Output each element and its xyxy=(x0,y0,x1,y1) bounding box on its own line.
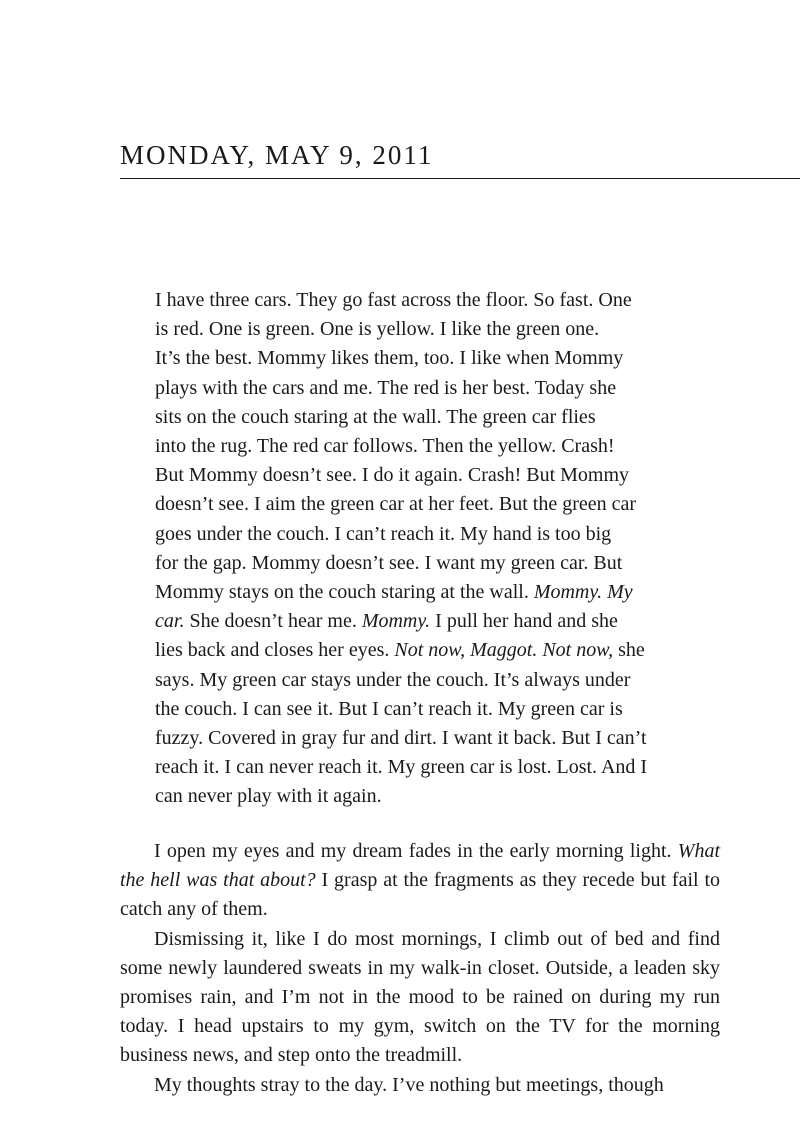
text-run: She doesn’t hear me. xyxy=(184,610,362,633)
chapter-heading: MONDAY, MAY 9, 2011 xyxy=(120,140,434,170)
paragraph xyxy=(120,1071,720,1100)
paragraph xyxy=(120,837,720,925)
dream-line xyxy=(155,432,700,461)
heading-rule xyxy=(120,178,800,179)
text-run: she xyxy=(613,639,645,662)
dream-passage xyxy=(155,286,700,812)
text-run: goes under the couch. I can’t reach it. My hand is too big xyxy=(155,522,612,545)
dream-line xyxy=(155,286,700,315)
dream-line xyxy=(155,695,700,724)
italic-text: Mommy. xyxy=(361,610,431,633)
text-run: for the gap. Mommy doesn’t see. I want my green car. But xyxy=(155,551,623,574)
dream-line xyxy=(155,490,700,519)
italic-text: Not now, Maggot. Not now, xyxy=(394,639,614,662)
text-run: the couch. I can see it. But I can’t reach it. My green car is xyxy=(155,697,623,720)
text-run: But Mommy doesn’t see. I do it again. Crash! But Mommy xyxy=(155,464,630,487)
text-run: It’s the best. Mommy likes them, too. I like when Mommy xyxy=(155,347,624,370)
text-run: lies back and closes her eyes. xyxy=(155,639,395,662)
text-run: My thoughts stray to the day. I’ve nothing but meetings, though xyxy=(154,1073,664,1096)
paragraph xyxy=(120,925,720,1071)
dream-line xyxy=(155,461,700,490)
italic-text: Mommy. My xyxy=(533,581,633,604)
italic-text: car. xyxy=(155,610,185,633)
dream-line xyxy=(155,753,700,782)
dream-line xyxy=(155,666,700,695)
text-run: can never play with it again. xyxy=(155,785,382,808)
text-run: says. My green car stays under the couch. It’s always under xyxy=(155,668,631,691)
text-run: Mommy stays on the couch staring at the wall. xyxy=(155,581,534,604)
text-run: I have three cars. They go fast across the floor. So fast. One xyxy=(155,289,632,311)
dream-line xyxy=(155,344,700,373)
text-run: reach it. I can never reach it. My green car is lost. Lost. And I xyxy=(155,756,648,779)
text-run: doesn’t see. I aim the green car at her feet. But the green car xyxy=(155,493,637,516)
text-run: Dismissing it, like I do most mornings, I climb out of bed and find some newly laundered sweats in my walk-in closet. Outside, a leaden sky promises rain, and I’m not in the mood to be rained on during my run today. I head upstairs to my gym, switch on the TV for the morning business news, and step onto the treadmill. xyxy=(120,927,720,1067)
text-run: I pull her hand and she xyxy=(430,610,618,633)
text-run: plays with the cars and me. The red is her best. Today she xyxy=(155,376,617,399)
dream-line xyxy=(155,315,700,344)
dream-line xyxy=(155,782,700,811)
body-text xyxy=(120,837,720,1100)
dream-line xyxy=(155,607,700,636)
text-run: fuzzy. Covered in gray fur and dirt. I want it back. But I can’t xyxy=(155,727,647,750)
dream-line xyxy=(155,549,700,578)
dream-line xyxy=(155,403,700,432)
text-run: I grasp at the fragments as they recede but fail to catch any of them. xyxy=(120,869,721,921)
dream-line xyxy=(155,520,700,549)
dream-line xyxy=(155,578,700,607)
italic-text: What the hell was that about? xyxy=(120,840,720,892)
text-run: I open my eyes and my dream fades in the early morning light. xyxy=(154,840,678,862)
dream-line xyxy=(155,374,700,403)
text-run: sits on the couch staring at the wall. The green car flies xyxy=(155,405,596,428)
text-run: into the rug. The red car follows. Then the yellow. Crash! xyxy=(155,435,615,458)
dream-line xyxy=(155,636,700,665)
text-run: is red. One is green. One is yellow. I like the green one. xyxy=(155,318,600,341)
dream-line xyxy=(155,724,700,753)
